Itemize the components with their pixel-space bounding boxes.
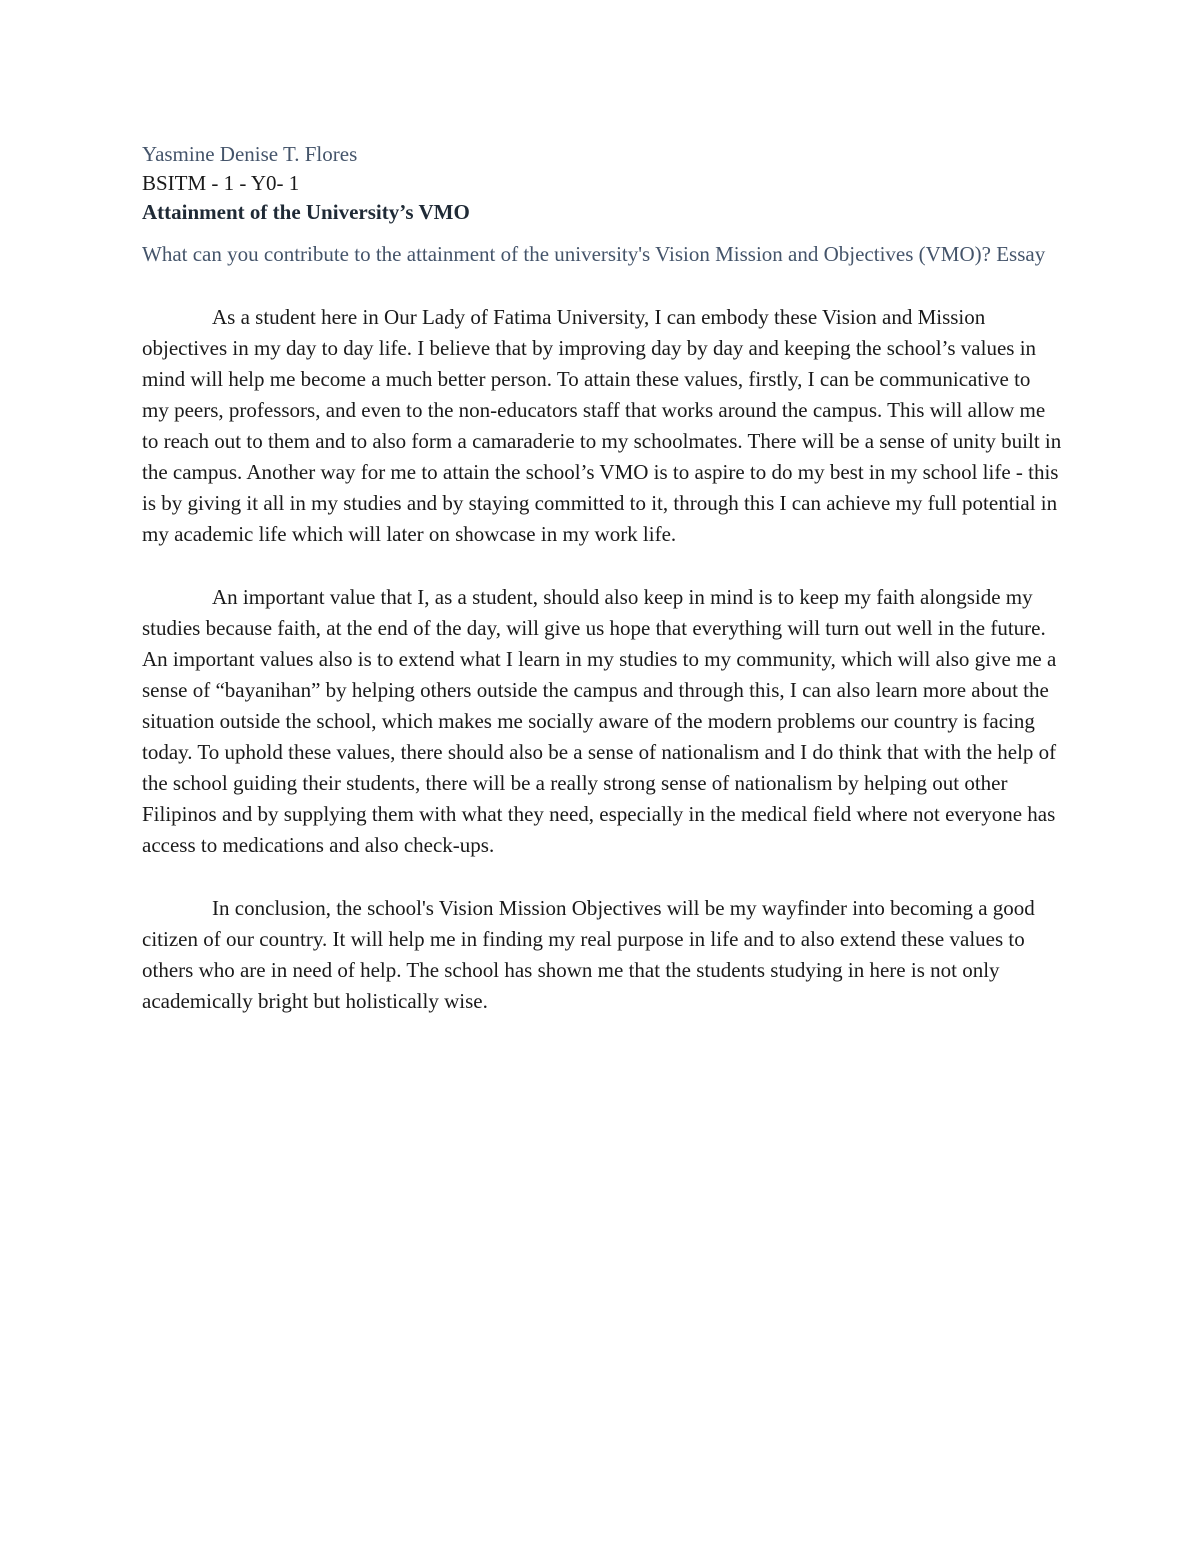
- course-section: BSITM - 1 - Y0- 1: [142, 171, 300, 195]
- paragraph-3: In conclusion, the school's Vision Mission Objectives will be my wayfinder into becoming a good citizen of our country. It will help me in finding my real purpose in life and to also extend these values to others who are in need of help. The school has shown me that the students studying in here is not only academically bright but holistically wise.: [142, 896, 1035, 1013]
- essay-prompt: What can you contribute to the attainment of the university's Vision Mission and Objectives (VMO)? Essay: [142, 242, 1046, 266]
- paragraph-2: An important value that I, as a student, should also keep in mind is to keep my faith alongside my studies because faith, at the end of the day, will give us hope that everything will turn out well in the future. An important values also is to extend what I learn in my studies to my community, which will also give me a sense of “bayanihan” by helping others outside the campus and through this, I can also learn more about the situation outside the school, which makes me socially aware of the modern problems our country is facing today. To uphold these values, there should also be a sense of nationalism and I do think that with the help of the school guiding their students, there will be a really strong sense of nationalism by helping out other Filipinos and by supplying them with what they need, especially in the medical field where not everyone has access to medications and also check-ups.: [142, 585, 1057, 857]
- author-name: Yasmine Denise T. Flores: [142, 142, 358, 166]
- document-body: [142, 140, 1062, 1017]
- paragraph-1: As a student here in Our Lady of Fatima University, I can embody these Vision and Mission objectives in my day to day life. I believe that by improving day by day and keeping the school’s values in mind will help me become a much better person. To attain these values, firstly, I can be communicative to my peers, professors, and even to the non-educators staff that works around the campus. This will allow me to reach out to them and to also form a camaraderie to my schoolmates. There will be a sense of unity built in the campus. Another way for me to attain the school’s VMO is to aspire to do my best in my school life - this is by giving it all in my studies and by staying committed to it, through this I can achieve my full potential in my academic life which will later on showcase in my work life.: [142, 305, 1062, 546]
- essay-title: Attainment of the University’s VMO: [142, 200, 470, 224]
